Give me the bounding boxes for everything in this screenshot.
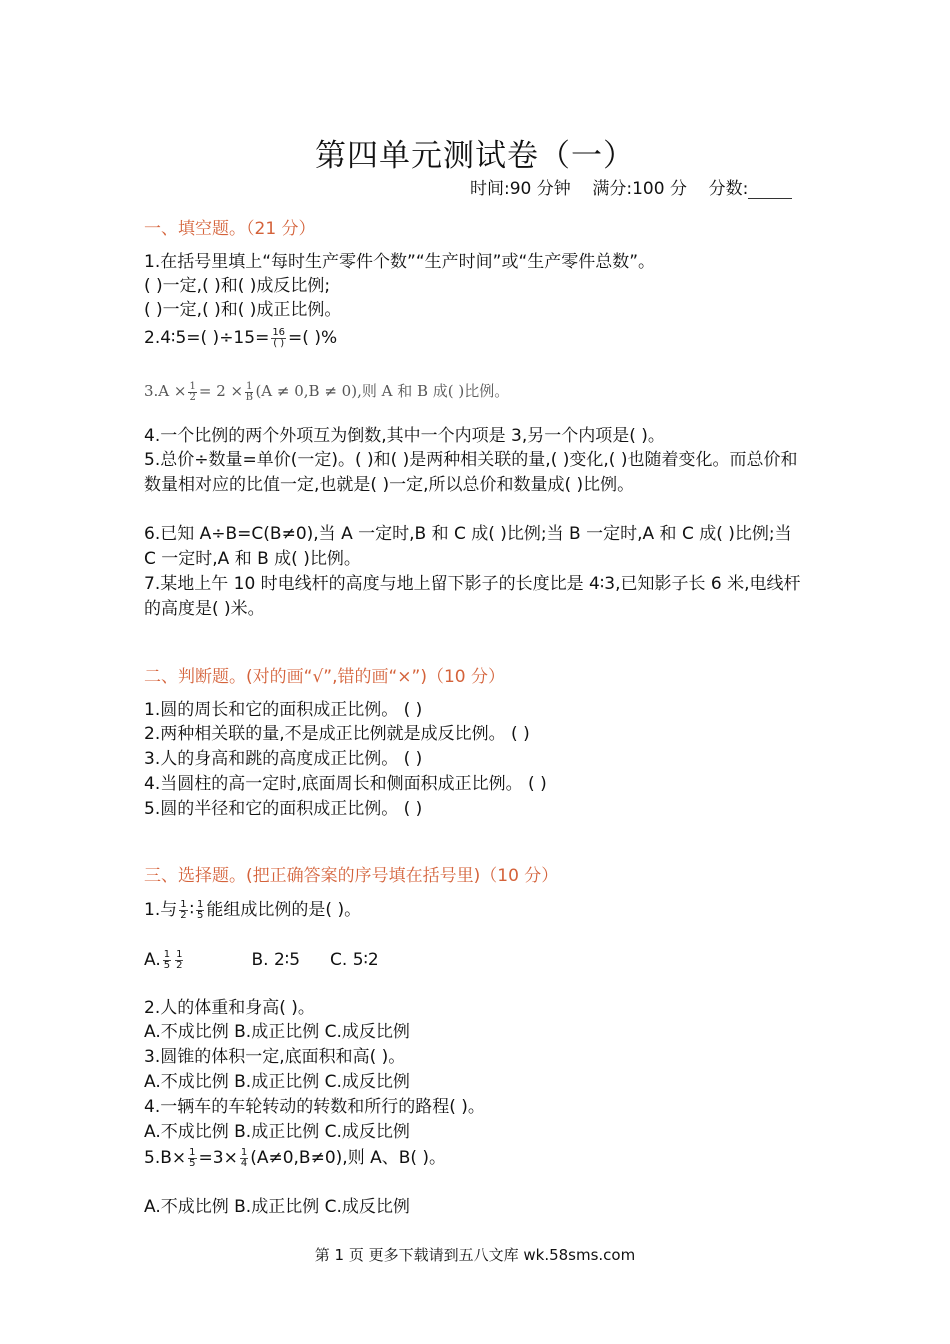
- s3-q1-options: A. $\frac{1}{5}$ $\frac{1}{2}$ B. 2∶5 C. 5∶2: [144, 948, 379, 971]
- s3-q4: 4.一辆车的车轮转动的转数和所行的路程( )。: [144, 1097, 485, 1117]
- s2-item: 1.圆的周长和它的面积成正比例。 ( ): [144, 700, 423, 720]
- s3-q4-options: A.不成比例 B.成正比例 C.成反比例: [144, 1122, 410, 1142]
- s3-q1: 1.与 $\frac{1}{2}$ ∶ $\frac{1}{5}$ 能组成比例的是( )。: [144, 898, 362, 921]
- fraction: $\frac{1}{4}$: [240, 1146, 248, 1169]
- s1-q1: 1.在括号里填上“每时生产零件个数”“生产时间”或“生产零件总数”。: [144, 252, 656, 272]
- s1-q1-row2: ( )一定,( )和( )成正比例。: [144, 300, 342, 320]
- s3-q2: 2.人的体重和身高( )。: [144, 998, 315, 1018]
- s2-item: 4.当圆柱的高一定时,底面周长和侧面积成正比例。 ( ): [144, 774, 547, 794]
- s1-q3: 3.A × $\frac{1}{2}$ = 2 × $\frac{1}{B}$ (A ≠ 0,B ≠ 0),则 A 和 B 成( )比例。: [144, 380, 510, 403]
- full-score: 满分:100 分: [592, 179, 687, 199]
- time-limit: 时间:90 分钟: [470, 179, 571, 199]
- s3-q2-options: A.不成比例 B.成正比例 C.成反比例: [144, 1022, 410, 1042]
- s2-item: 3.人的身高和跳的高度成正比例。 ( ): [144, 749, 423, 769]
- section-2-heading: 二、判断题。(对的画“√”,错的画“×”)（10 分）: [144, 667, 506, 687]
- fraction: $\frac{1}{B}$: [245, 380, 253, 403]
- page-title: 第四单元测试卷（一）: [315, 138, 635, 174]
- s1-q7: 7.某地上午 10 时电线杆的高度与地上留下影子的长度比是 4∶3,已知影子长 6 米,电线杆的高度是( )米。: [144, 574, 801, 619]
- s1-q2: 2.4∶5=( )÷15= $\frac{16}{( )}$ =( )%: [144, 326, 338, 349]
- fraction: $\frac{1}{5}$: [197, 898, 204, 921]
- section-1-heading: 一、填空题。（21 分）: [144, 219, 316, 239]
- section-3-heading: 三、选择题。(把正确答案的序号填在括号里)（10 分）: [144, 866, 559, 886]
- s1-q4: 4.一个比例的两个外项互为倒数,其中一个内项是 3,另一个内项是( )。: [144, 426, 665, 446]
- score-blank: [748, 180, 792, 199]
- page-footer: 第 1 页 更多下载请到五八文库 wk.58sms.com: [314, 1246, 636, 1264]
- exam-meta: [470, 174, 792, 199]
- s1-q5: 5.总价÷数量=单价(一定)。( )和( )是两种相关联的量,( )变化,( )也随着变化。而总价和数量相对应的比值一定,也就是( )一定,所以总价和数量成( )比例。: [144, 450, 798, 495]
- s1-q6: 6.已知 A÷B=C(B≠0),当 A 一定时,B 和 C 成( )比例;当 B 一定时,A 和 C 成( )比例;当 C 一定时,A 和 B 成( )比例。: [144, 524, 792, 569]
- fraction: $\frac{1}{2}$: [189, 380, 196, 403]
- s2-item: 5.圆的半径和它的面积成正比例。 ( ): [144, 799, 423, 819]
- s2-item: 2.两种相关联的量,不是成正比例就是成反比例。 ( ): [144, 724, 530, 744]
- s3-q5-options: A.不成比例 B.成正比例 C.成反比例: [144, 1197, 410, 1217]
- s3-q3: 3.圆锥的体积一定,底面积和高( )。: [144, 1047, 406, 1067]
- s1-q1-row1: ( )一定,( )和( )成反比例;: [144, 276, 331, 296]
- s3-q5: 5.B× $\frac{1}{5}$ =3× $\frac{1}{4}$ (A≠0,B≠0),则 A、B( )。: [144, 1146, 447, 1169]
- fraction: $\frac{1}{5}$: [163, 948, 171, 971]
- fraction: $\frac{1}{2}$: [176, 948, 183, 971]
- fraction: $\frac{1}{5}$: [189, 1146, 196, 1169]
- fraction: $\frac{16}{( )}$: [272, 326, 286, 349]
- fraction: $\frac{1}{2}$: [180, 898, 187, 921]
- s3-q3-options: A.不成比例 B.成正比例 C.成反比例: [144, 1072, 410, 1092]
- score-label: 分数:: [708, 179, 749, 199]
